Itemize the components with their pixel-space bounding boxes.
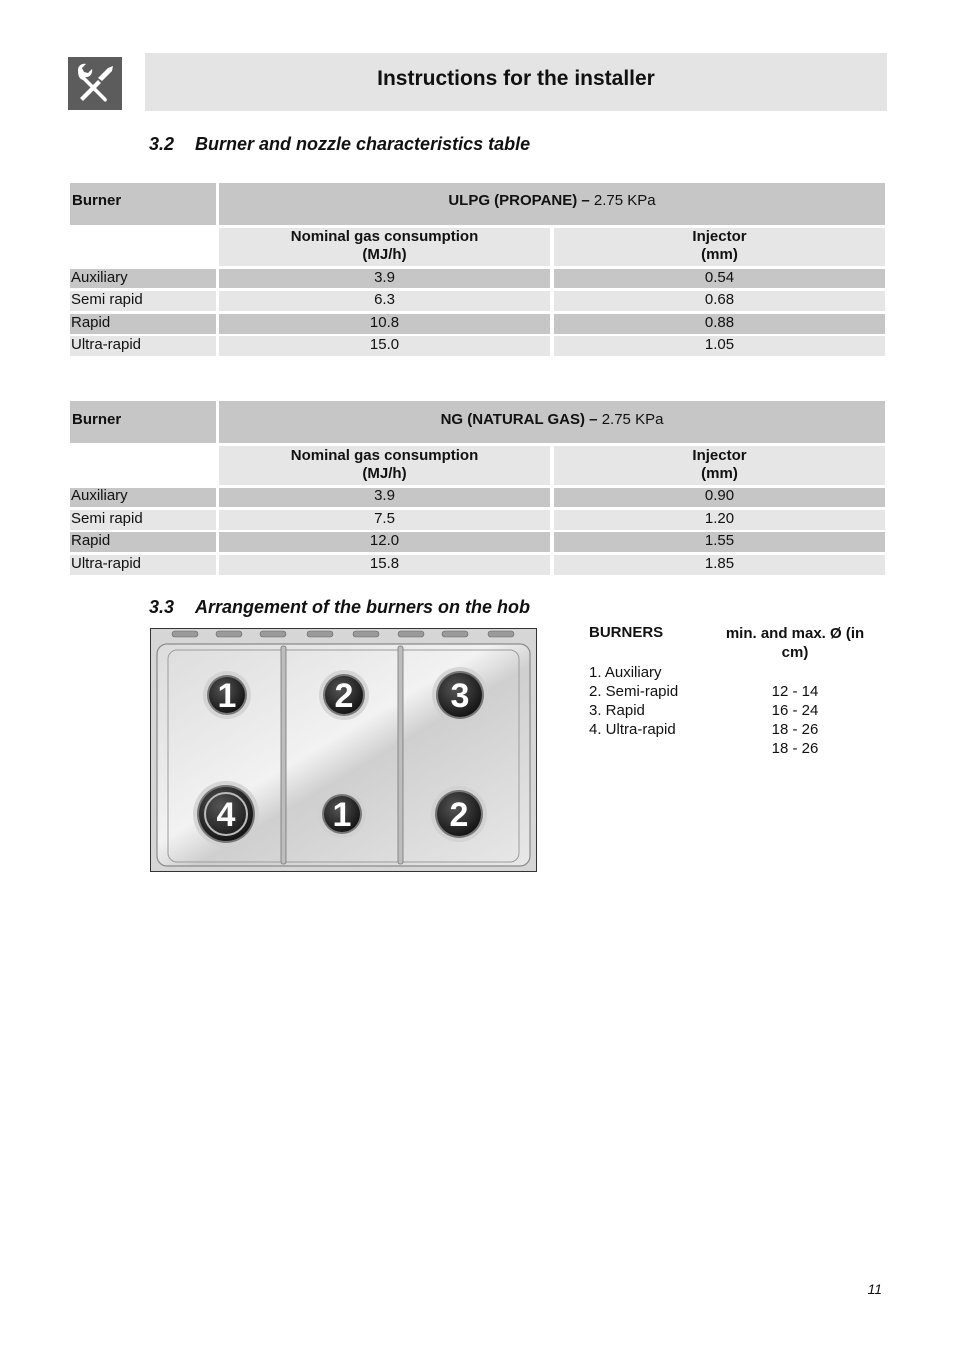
list-item: 1. Auxiliary: [589, 664, 662, 681]
burner-number-label: 2: [449, 796, 469, 834]
section-title: Burner and nozzle characteristics table: [195, 134, 531, 154]
burner-2: [319, 670, 369, 720]
table-row-injector: 1.85: [554, 555, 885, 575]
list-item: 18 - 26: [771, 740, 819, 757]
table-row-burner: Semi rapid: [70, 510, 216, 530]
table-row-consumption: 15.8: [219, 555, 550, 575]
table-row-injector: 1.55: [554, 532, 885, 552]
burner-4: [193, 781, 259, 847]
list-item: 2. Semi-rapid: [589, 683, 679, 700]
table-row-burner: Auxiliary: [70, 488, 216, 507]
burner-3: [432, 667, 488, 723]
page-title: Instructions for the installer: [377, 67, 655, 90]
burner-type-list: [589, 663, 678, 739]
burner-2: [431, 786, 487, 842]
table-row-injector: 0.54: [554, 269, 885, 288]
diameter-header-line2: cm): [781, 644, 809, 661]
burner-header: Burner: [70, 183, 216, 225]
table-row-consumption: 12.0: [219, 532, 550, 552]
diameter-header-line1: min. and max. Ø (in: [725, 625, 865, 642]
burner-1: [318, 790, 366, 838]
tools-icon: [68, 57, 122, 110]
list-item: 16 - 24: [771, 702, 819, 719]
consumption-header-line1: Nominal gas consumption: [290, 228, 479, 245]
table-row-injector: 0.88: [554, 314, 885, 334]
consumption-header-line1: Nominal gas consumption: [290, 447, 479, 464]
page-number: 11: [867, 1281, 882, 1297]
consumption-header: [219, 228, 550, 266]
gas-type-header: [219, 401, 885, 443]
gas-type-label: NG (NATURAL GAS) –: [440, 411, 598, 428]
burner-number-label: 1: [332, 796, 352, 834]
table-row-consumption: 7.5: [219, 510, 550, 530]
burner-1: [203, 671, 251, 719]
table-row-burner: Ultra-rapid: [70, 336, 216, 356]
table-row-consumption: 3.9: [219, 269, 550, 288]
burners-column-header: BURNERS: [589, 624, 664, 641]
section-title: Arrangement of the burners on the hob: [195, 597, 531, 617]
table-row-consumption: 6.3: [219, 291, 550, 311]
table-row-burner: Semi rapid: [70, 291, 216, 311]
table-row-consumption: 15.0: [219, 336, 550, 356]
injector-header: [554, 446, 885, 485]
list-item: 4. Ultra-rapid: [589, 721, 676, 738]
diameter-column-header: [710, 624, 880, 662]
table-row-injector: 0.90: [554, 488, 885, 507]
list-item: 3. Rapid: [589, 702, 645, 719]
consumption-header-line2: (MJ/h): [362, 465, 407, 482]
section-heading-3-2: [149, 134, 530, 155]
section-heading-3-3: [149, 597, 530, 618]
burner-number-label: 3: [450, 677, 470, 715]
section-number: 3.3: [149, 597, 175, 617]
burner-number-label: 2: [334, 677, 354, 715]
table-row-burner: Rapid: [70, 532, 216, 552]
consumption-header: [219, 446, 550, 485]
gas-pressure: 2.75 KPa: [601, 411, 664, 428]
table-row-injector: 1.05: [554, 336, 885, 356]
table-row-injector: 1.20: [554, 510, 885, 530]
gas-type-label: ULPG (PROPANE) –: [448, 192, 590, 209]
injector-header-line2: (mm): [701, 465, 738, 482]
table-row-burner: Rapid: [70, 314, 216, 334]
injector-header-line1: Injector: [692, 447, 747, 464]
table-row-burner: Ultra-rapid: [70, 555, 216, 575]
hob-diagram: [150, 628, 537, 872]
list-item: 18 - 26: [771, 721, 819, 738]
consumption-header-line2: (MJ/h): [362, 246, 407, 263]
table-row-burner: Auxiliary: [70, 269, 216, 288]
list-item: 12 - 14: [771, 683, 819, 700]
table-row-consumption: 3.9: [219, 488, 550, 507]
burner-size-list: [740, 682, 850, 758]
injector-header-line1: Injector: [692, 228, 747, 245]
burner-number-label: 1: [217, 677, 237, 715]
table-row-injector: 0.68: [554, 291, 885, 311]
burner-number-label: 4: [216, 796, 236, 834]
injector-header: [554, 228, 885, 266]
burner-header: Burner: [70, 401, 216, 443]
gas-pressure: 2.75 KPa: [593, 192, 656, 209]
table-row-consumption: 10.8: [219, 314, 550, 334]
gas-type-header: [219, 183, 885, 225]
injector-header-line2: (mm): [701, 246, 738, 263]
section-number: 3.2: [149, 134, 175, 154]
